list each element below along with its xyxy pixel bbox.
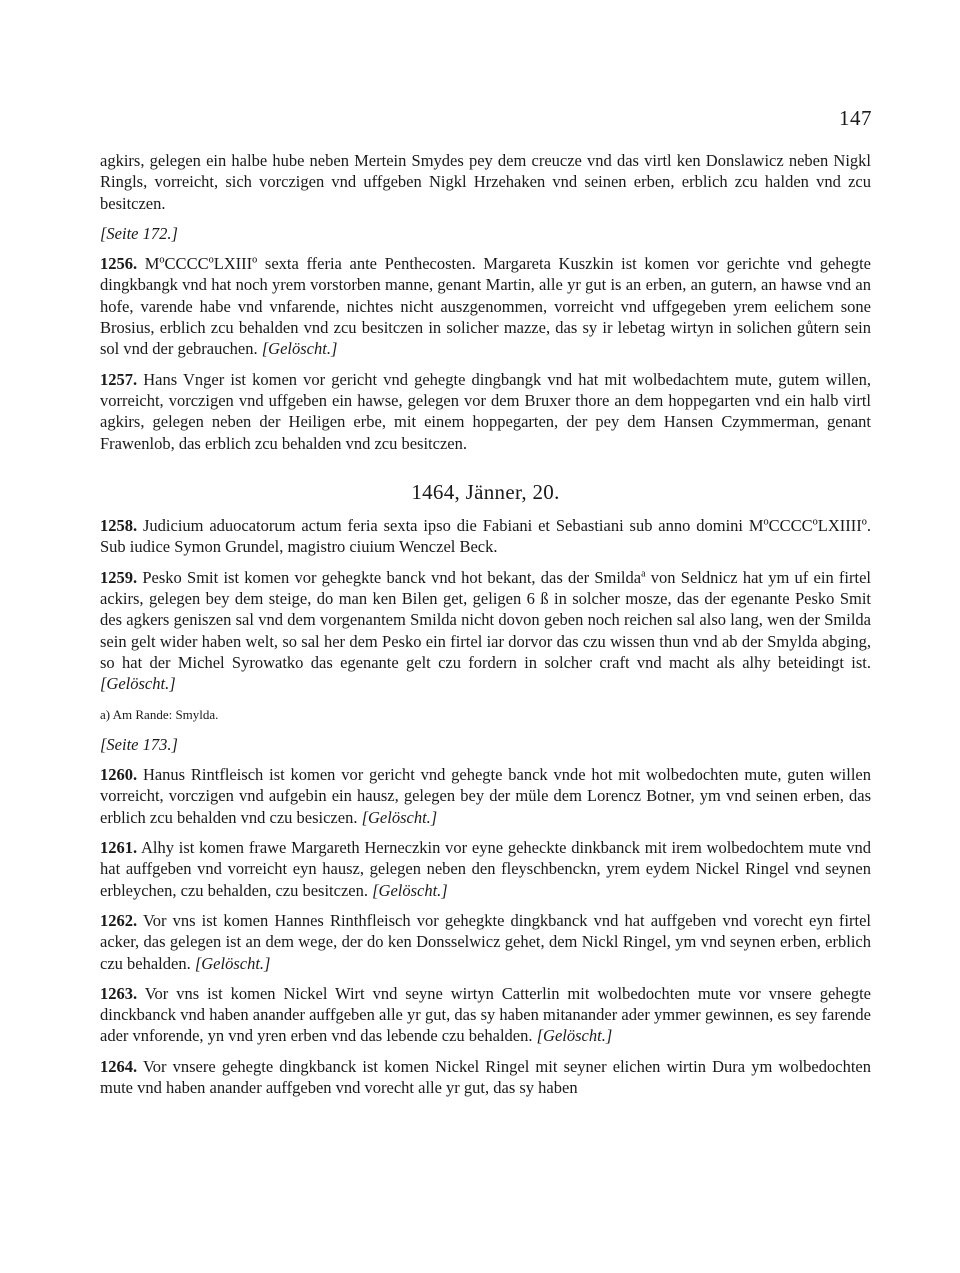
date-heading: 1464, Jänner, 20. bbox=[411, 479, 560, 504]
entry-number: 1264. bbox=[100, 1056, 138, 1076]
entry-number: 1262. bbox=[100, 910, 138, 930]
entry-number: 1258. bbox=[100, 516, 138, 536]
entry-1259 bbox=[100, 567, 871, 695]
page-reference-172: [Seite 172.] bbox=[100, 223, 178, 243]
entry-text: Alhy ist komen frawe Margareth Herneczkin vor eyne geheckte dinkbanck mit irem wolbedochtem mute vnd hat auffgeben vnd vorreicht eyn hausz, gelegen neben den fleyschbenckn, yrem eydem Nickel Ringel vnd seynen erbleychen, czu behalden, czu besitczen. bbox=[100, 838, 871, 900]
entry-text: Vor vnsere gehegte dingkbanck ist komen Nickel Ringel mit seyner elichen wirtin Dura ym wolbedochten mute vnd haben anander auffgeben vnd vorecht alle yr gut, das sy haben bbox=[100, 1056, 871, 1097]
entry-text: Hans Vnger ist komen vor gericht vnd gehegte dingbangk vnd hat mit wolbedachtem mute, gutem willen, vorreicht, vorczigen vnd uffgeben ein hawse, gelegen vor dem Bruxer thore an dem hoppegarten vnd ein halb virtl agkirs, gelegen neben der Heiligen erbe, mit einem hoppegarten, der pey dem Hansen Czymmerman, genant Frawenlob, das erblich zcu behalden vnd zcu besitczen. bbox=[100, 369, 871, 453]
footnote: a) Am Rande: Smylda. bbox=[100, 706, 219, 722]
entry-text: Hanus Rintfleisch ist komen vor gericht vnd gehegte banck vnde hot mit wolbedochten mute, guten willen vorreicht, vorczigen vnd aufgebin ein hausz, gelegen bey der müle dem Lorencz Botner, ym vnd seinen erben, das erblich zcu behalden vnd czu besiczen. bbox=[100, 765, 871, 827]
entry-1260 bbox=[100, 764, 871, 828]
entry-1257 bbox=[100, 369, 871, 454]
entry-1261 bbox=[100, 837, 871, 901]
entry-number: 1259. bbox=[100, 567, 138, 587]
entry-text: Vor vns ist komen Hannes Rinthfleisch vor gehegkte dingkbanck vnd hat auffgeben vnd vorecht eyn firtel acker, das gelegen ist an dem wege, der do ken Donsselwicz gehet, dem Nickl Ringel, ym vnd seynen erben, erblich czu behalden. bbox=[100, 910, 872, 973]
deleted-note: [Gelöscht.] bbox=[372, 880, 448, 900]
deleted-note: [Gelöscht.] bbox=[194, 953, 271, 973]
entry-1264 bbox=[100, 1056, 871, 1099]
deleted-note: [Gelöscht.] bbox=[536, 1026, 613, 1046]
deleted-note: [Gelöscht.] bbox=[261, 339, 338, 359]
entry-1258 bbox=[100, 515, 871, 558]
entry-text: MºCCCCºLXIIIº sexta fferia ante Penthecosten. Margareta Kuszkin ist komen vor gerichte vnd gehegte dingkbangk vnd hat noch yrem vorstorben manne, genant Martin, alle yr gut is an erben, an gutern, an hawse vnd an hofe, varende habe vnd vnfarende, nichtes nicht auszgenommen, vorreicht vnd uffgegeben yrem eelichem sone Brosius, erblich zcu behalden vnd zcu besitczen in solicher mazze, das sy ir lebetag wirtyn in solichen gůtern sein sol vnd der gebrauchen. bbox=[100, 254, 872, 359]
entry-text-continued: von Seldnicz hat ym uf ein firtel ackirs, gelegen bey dem steige, do man ken Bilen get, geligen 6 ß in solcher mosze, das der egenante Pesko Smit des agkers geniszen sal vnd dem vorgenantem Smilda nicht dovon geben noch reichen sal also lang, wen der Smilda sein gelt wider haben welt, so sal her dem Pesko ein firtel iar dorvor das czu wissen thun vnd ab der Smylda abging, so hat der Michel Syrowatko das egenante gelt czu fordern in solcher craft vnd macht als alhy beteidingt ist. bbox=[100, 567, 871, 672]
entry-number: 1256. bbox=[100, 254, 138, 274]
page-number: 147 bbox=[839, 106, 872, 130]
entry-text: Vor vns ist komen Nickel Wirt vnd seyne wirtyn Catterlin mit wolbedochten mute vor vnsere gehegte dinckbanck vnd haben anander auffgeben alle yr gut, das sy haben mitanander ader ymmer gewinnen, es sey farende ader vnforende, yn vnd yren erben vnd das lebende czu behalden. bbox=[100, 983, 871, 1046]
deleted-note: [Gelöscht.] bbox=[100, 674, 176, 694]
page-reference-173: [Seite 173.] bbox=[100, 734, 178, 754]
entry-1256 bbox=[100, 253, 871, 359]
entry-number: 1263. bbox=[100, 983, 138, 1003]
entry-number: 1261. bbox=[100, 838, 138, 858]
entry-number: 1260. bbox=[100, 765, 138, 785]
footnote-marker: a bbox=[641, 568, 646, 580]
page-body bbox=[100, 150, 871, 1107]
entry-1263 bbox=[100, 983, 871, 1047]
entry-text: Judicium aduocatorum actum feria sexta ipso die Fabiani et Sebastiani sub anno domini MºCCCCºLXIIIIº. Sub iudice Symon Grundel, magistro ciuium Wenczel Beck. bbox=[100, 516, 871, 557]
deleted-note: [Gelöscht.] bbox=[361, 807, 438, 827]
entry-1262 bbox=[100, 910, 871, 974]
entry-number: 1257. bbox=[100, 369, 138, 389]
intro-paragraph: agkirs, gelegen ein halbe hube neben Mertein Smydes pey dem creucze vnd das virtl ken Donslawicz neben Nigkl Ringls, vorreicht, sich vorczigen vnd uffgeben Nigkl Hrzehaken vnd seinen erben, erblich zcu halden vnd zcu besitczen. bbox=[100, 151, 871, 213]
entry-text: Pesko Smit ist komen vor gehegkte banck vnd hot bekant, das der Smilda bbox=[142, 567, 642, 587]
